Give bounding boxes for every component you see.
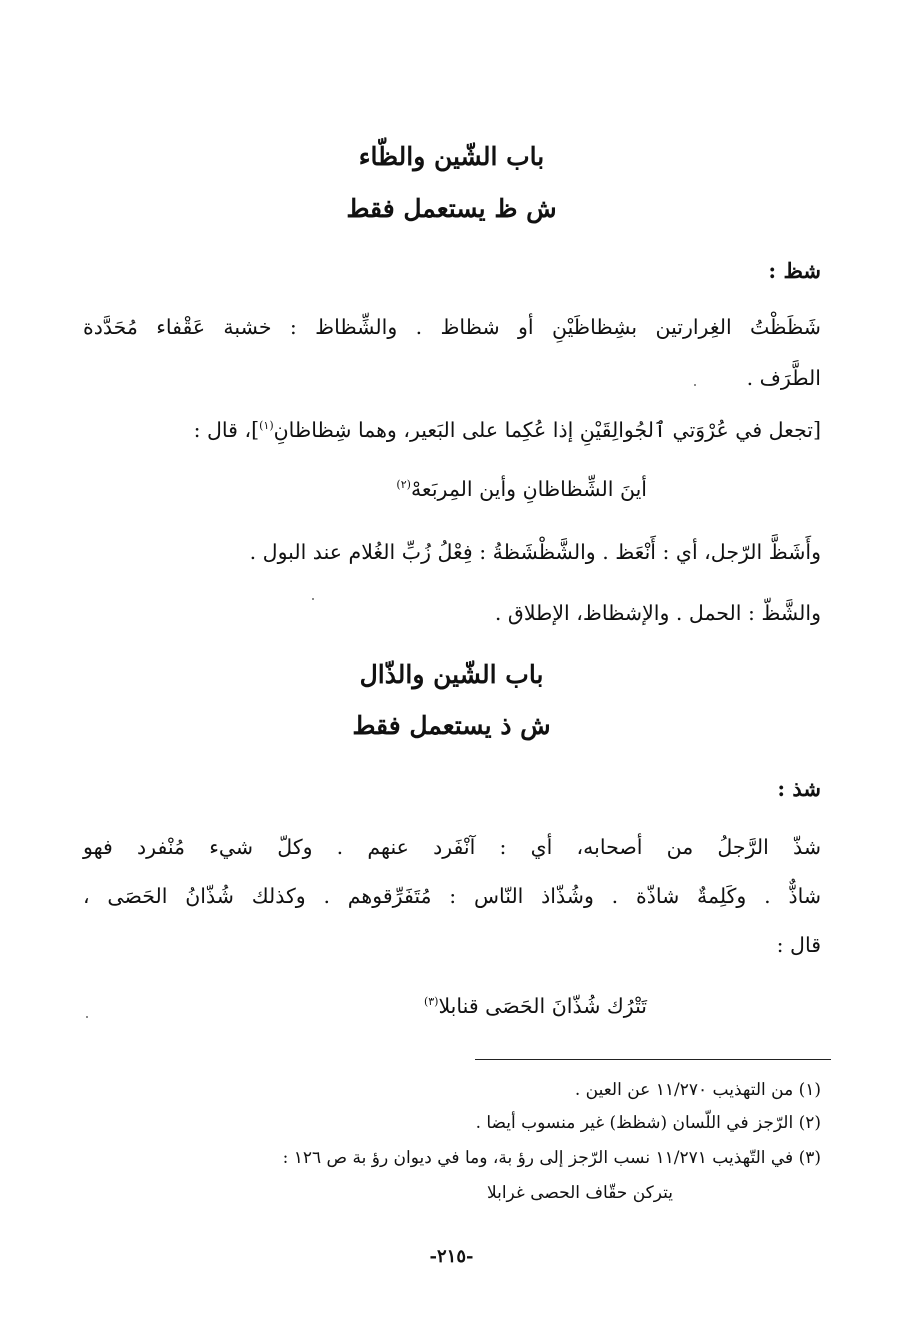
section1-line-3-text: [تجعل في عُرْوَتي ٱلجُوالِقَيْنِ إذا عُكِما على البَعير، وهما شِظاظانِ [273,418,821,442]
section2-line-1: شذّ الرَّجلُ من أصحابه، أي : آنْفَرد عنهم . وكلّ شيء مُنْفرد فهو [83,835,821,859]
footnote-2: (٢) الرّجز في اللّسان (شظظ) غير منسوب أيضا . [475,1113,821,1133]
section2-entry-head: شذ : [777,776,821,801]
section1-verse-text: أينَ الشِّظاظانِ وأين المِربَعهْ [410,477,647,501]
footnote-1: (١) من التهذيب ١١/٢٧٠ عن العين . [574,1080,821,1100]
section1-line-1: شَظَظْتُ الغِرارتين بشِظاظَيْنِ أو شظاظ . والشِّظاظ : خشبة عَقْفاء مُحَدَّدة [83,315,821,339]
section1-line-2: الطَّرَف . [746,366,821,390]
section2-verse [424,994,647,1019]
footnote-rule [475,1059,831,1060]
section2-subtitle: ش ذ يستعمل فقط [352,711,551,740]
section2-verse-text: تَتْرُك شُذّانَ الحَصَى قنابلا [438,994,647,1018]
footnote-ref-2: (٢) [396,478,411,492]
section1-entry-head: شظ : [768,258,821,283]
section1-verse [396,477,647,502]
section2-line-2: شاذٌّ . وكَلِمةٌ شاذّة . وشُذّاذ النّاس : مُتَفَرِّقوهم . وكذلك شُذّانُ الحَصَى ، [83,884,821,908]
footnote-3-verse: يتركن حقّاف الحصى غرابلا [486,1183,673,1203]
page-number: -٢١٥- [429,1246,474,1267]
section1-line-4: وأَشَظَّ الرّجل، أي : أَنْعَظ . والشَّظْشَظةُ : فِعْلُ زُبِّ الغُلام عند البول . [249,540,821,564]
footnote-3: (٣) في التّهذيب ١١/٢٧١ نسب الرّجز إلى رؤ بة، وما في ديوان رؤ بة ص ١٢٦ : [282,1148,821,1168]
section1-line-3-tail: ]، قال : [193,418,260,442]
scan-speck [86,1016,88,1018]
section1-line-3 [194,418,821,443]
scan-speck [694,384,696,386]
footnote-ref-3: (٣) [423,995,439,1009]
section2-line-3: قال : [776,933,821,957]
section2-title: باب الشّين والذّال [359,660,544,689]
section1-subtitle: ش ظ يستعمل فقط [346,194,557,223]
section1-line-5: والشَّظّ : الحمل . والإشظاظ، الإطلاق . [494,601,821,625]
footnote-ref-1: (١) [259,419,274,433]
scan-speck [312,598,314,600]
section1-title: باب الشّين والظّاء [358,142,545,171]
